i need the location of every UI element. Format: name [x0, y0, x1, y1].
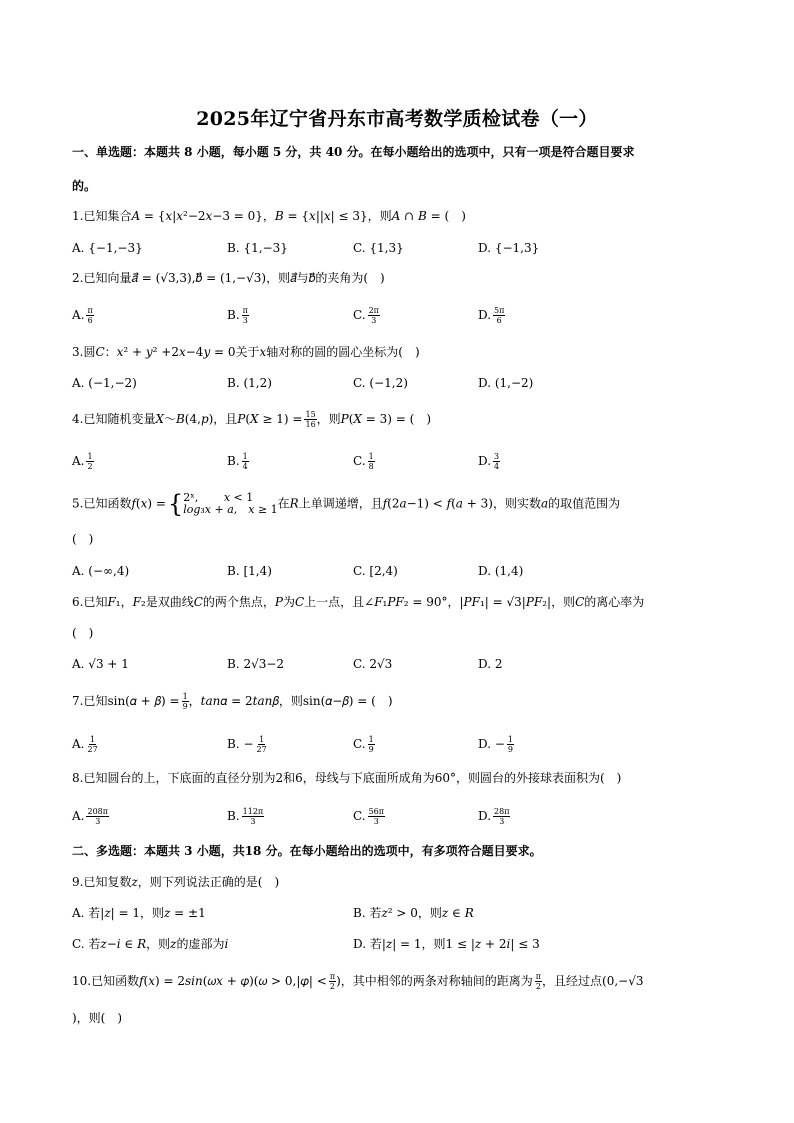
denominator: 3: [373, 817, 379, 826]
numerator: 1: [368, 735, 374, 744]
q1-option-d: D. {−1,3}: [478, 241, 540, 255]
fraction: [368, 807, 385, 826]
denominator: 9: [368, 745, 374, 754]
numerator: π: [329, 972, 336, 981]
q6-option-b: B. 2√3−2: [227, 657, 285, 671]
question-1-stem: 1.已知集合𝐴 = {𝑥|𝑥²−2𝑥−3 = 0}，𝐵 = {𝑥||𝑥| ≤ 3}，则𝐴 ∩ 𝐵 = ( ): [72, 209, 466, 223]
question-5-stem: [72, 492, 620, 516]
q4-option-c: [353, 452, 375, 471]
numerator: 208π: [87, 807, 109, 816]
stem-text: 在𝑅上单调递增，且𝑓(2𝑎−1) < 𝑓(𝑎 + 3)，则实数𝑎的取值范围为: [277, 496, 621, 511]
fraction: [368, 735, 375, 754]
numerator: 2π: [368, 306, 379, 315]
q3-option-c: C. (−1,2): [353, 376, 408, 390]
fraction: [535, 972, 542, 991]
fraction: [493, 306, 505, 325]
q2-option-c: [353, 306, 380, 325]
option-letter: C.: [353, 737, 366, 751]
question-10-stem-cont: )，则( ): [72, 1011, 123, 1025]
denominator: 3: [250, 817, 256, 826]
fraction: [86, 306, 93, 325]
option-letter: B.: [227, 454, 240, 468]
question-2-stem: 2.已知向量𝑎⃗ = (√3,3),𝑏⃗ = (1,−√3)，则𝑎⃗与𝑏⃗的夹角为( ): [72, 271, 385, 285]
stem-text: ，且经过点(0,−√3: [542, 974, 644, 988]
denominator: 9: [507, 745, 513, 754]
fraction: [242, 452, 249, 471]
fraction: [86, 807, 109, 826]
stem-text: 4.已知随机变量𝑋～𝐵(4,𝑝)，且𝑃(𝑋 ≥ 1) =: [72, 412, 303, 426]
q8-option-a: [72, 807, 109, 826]
numerator: 112π: [242, 807, 264, 816]
fraction: [256, 735, 268, 754]
option-letter: C.: [353, 809, 366, 823]
section-1-heading: 一、单选题：本题共 8 小题，每小题 5 分，共 40 分。在每小题给出的选项中，只有一项是符合题目要求: [72, 145, 635, 159]
q7-option-a: [72, 735, 99, 754]
denominator: 3: [499, 817, 505, 826]
q1-option-c: C. {1,3}: [353, 241, 404, 255]
q8-option-b: [227, 807, 264, 826]
numerator: 1: [90, 735, 96, 744]
q2-option-d: [478, 306, 505, 325]
question-9-stem: 9.已知复数𝑧，则下列说法正确的是( ): [72, 875, 280, 889]
q7-option-b: [227, 735, 268, 754]
q3-option-d: D. (1,−2): [478, 376, 534, 390]
q6-option-d: D. 2: [478, 657, 503, 671]
q9-option-c: C. 若𝑧−𝑖 ∈ 𝑅，则𝑧的虚部为𝑖: [72, 937, 229, 951]
stem-text: 10.已知函数𝑓(𝑥) = 2𝑠𝑖𝑛(𝜔𝑥 + 𝜑)(𝜔 > 0,|𝜑| <: [72, 974, 327, 988]
q4-option-d: [478, 452, 500, 471]
q8-option-d: [478, 807, 510, 826]
denominator: 4: [242, 462, 248, 471]
stem-text: ，则𝑃(𝑋 = 3) = ( ): [316, 412, 432, 426]
case-2: 𝑙𝑜𝑔₃𝑥 + 𝑎, 𝑥 ≥ 1: [183, 503, 278, 516]
q2-option-b: [227, 306, 249, 325]
q9-option-b: B. 若𝑧² > 0，则𝑧 ∈ 𝑅: [353, 906, 474, 920]
option-letter: D.: [478, 809, 492, 823]
numerator: 56π: [368, 807, 385, 816]
option-letter: D. −: [478, 737, 505, 751]
denominator: 3: [371, 316, 377, 325]
denominator: 27: [256, 745, 267, 754]
option-letter: B.: [227, 809, 240, 823]
fraction: [329, 972, 336, 991]
numerator: π: [535, 972, 542, 981]
denominator: 27: [87, 745, 98, 754]
numerator: 1: [259, 735, 265, 744]
fraction: [242, 807, 265, 826]
q4-option-a: [72, 452, 94, 471]
fraction: [86, 452, 93, 471]
denominator: 8: [368, 462, 374, 471]
option-letter: A.: [72, 454, 85, 468]
denominator: 2: [535, 982, 541, 991]
option-letter: A.: [72, 809, 85, 823]
option-letter: C.: [353, 308, 366, 322]
denominator: 4: [494, 462, 500, 471]
question-3-stem: 3.圆𝐶：𝑥² + 𝑦² +2𝑥−4𝑦 = 0关于𝑥轴对称的圆的圆心坐标为( ): [72, 345, 420, 359]
option-letter: A.: [72, 308, 85, 322]
question-6-paren: ( ): [72, 626, 94, 640]
question-8-stem: 8.已知圆台的上，下底面的直径分别为2和6，母线与下底面所成角为60°，则圆台的外接球表面积为( ): [72, 771, 622, 785]
option-letter: D.: [478, 454, 492, 468]
q2-option-a: [72, 306, 94, 325]
question-6-stem: 6.已知𝐹₁，𝐹₂是双曲线𝐶的两个焦点，𝑃为𝐶上一点，且∠𝐹₁𝑃𝐹₂ = 90°，|𝑃𝐹₁| = √3|𝑃𝐹₂|，则𝐶的离心率为: [72, 595, 645, 609]
piecewise-brace: {: [167, 490, 184, 518]
denominator: 3: [242, 316, 248, 325]
question-7-stem: [72, 692, 393, 711]
q5-option-d: D. (1,4): [478, 564, 524, 578]
fraction: [368, 452, 375, 471]
numerator: 1: [507, 735, 513, 744]
fraction: [86, 735, 98, 754]
stem-text: 7.已知sin(𝛼 + 𝛽) =: [72, 694, 180, 708]
option-letter: C.: [353, 454, 366, 468]
numerator: 28π: [494, 807, 510, 816]
numerator: 1: [368, 452, 374, 461]
denominator: 6: [496, 316, 502, 325]
denominator: 3: [95, 817, 101, 826]
fraction: [304, 410, 316, 429]
denominator: 9: [182, 702, 188, 711]
numerator: 1: [182, 692, 188, 701]
page-title: 2025年辽宁省丹东市高考数学质检试卷（一）: [196, 108, 598, 130]
q5-option-c: C. [2,4): [353, 564, 398, 578]
q5-option-a: A. (−∞,4): [72, 564, 130, 578]
question-5-paren: ( ): [72, 532, 94, 546]
stem-text: 5.已知函数𝑓(𝑥) =: [72, 496, 166, 511]
question-4-stem: [72, 410, 431, 429]
q8-option-c: [353, 807, 385, 826]
q5-option-b: B. [1,4): [227, 564, 272, 578]
numerator: 15: [305, 410, 316, 419]
fraction: [493, 452, 500, 471]
section-2-heading: 二、多选题：本题共 3 小题，共18 分。在每小题给出的选项中，有多项符合题目要求。: [72, 844, 542, 858]
denominator: 2: [329, 982, 335, 991]
numerator: 5π: [494, 306, 505, 315]
q1-option-b: B. {1,−3}: [227, 241, 288, 255]
numerator: 1: [242, 452, 248, 461]
q4-option-b: [227, 452, 249, 471]
option-letter: D.: [478, 308, 492, 322]
q6-option-a: A. √3 + 1: [72, 657, 129, 671]
case-1: 2ˣ, 𝑥 < 1: [183, 491, 254, 504]
q3-option-b: B. (1,2): [227, 376, 272, 390]
denominator: 16: [305, 420, 316, 429]
option-letter: A.: [72, 737, 85, 751]
piecewise-cases: [183, 492, 277, 516]
q1-option-a: A. {−1,−3}: [72, 241, 143, 255]
fraction: [493, 807, 510, 826]
fraction: [368, 306, 380, 325]
numerator: π: [242, 306, 248, 315]
fraction: [507, 735, 514, 754]
stem-text: ，𝑡𝑎𝑛𝛼 = 2𝑡𝑎𝑛𝛽，则sin(𝛼−𝛽) = ( ): [188, 694, 393, 708]
fraction: [242, 306, 249, 325]
numerator: 1: [87, 452, 93, 461]
numerator: 3: [494, 452, 500, 461]
q9-option-a: A. 若|𝑧| = 1，则𝑧 = ±1: [72, 906, 206, 920]
q7-option-c: [353, 735, 375, 754]
question-10-stem: [72, 972, 644, 991]
denominator: 6: [87, 316, 93, 325]
denominator: 2: [87, 462, 93, 471]
stem-text: )，其中相邻的两条对称轴间的距离为: [336, 974, 533, 988]
q7-option-d: [478, 735, 514, 754]
q9-option-d: D. 若|𝑧| = 1，则1 ≤ |𝑧 + 2𝑖| ≤ 3: [353, 937, 540, 951]
section-1-heading-cont: 的。: [72, 179, 97, 193]
q6-option-c: C. 2√3: [353, 657, 393, 671]
option-letter: B. −: [227, 737, 254, 751]
numerator: π: [87, 306, 93, 315]
option-letter: B.: [227, 308, 240, 322]
q3-option-a: A. (−1,−2): [72, 376, 137, 390]
fraction: [182, 692, 189, 711]
